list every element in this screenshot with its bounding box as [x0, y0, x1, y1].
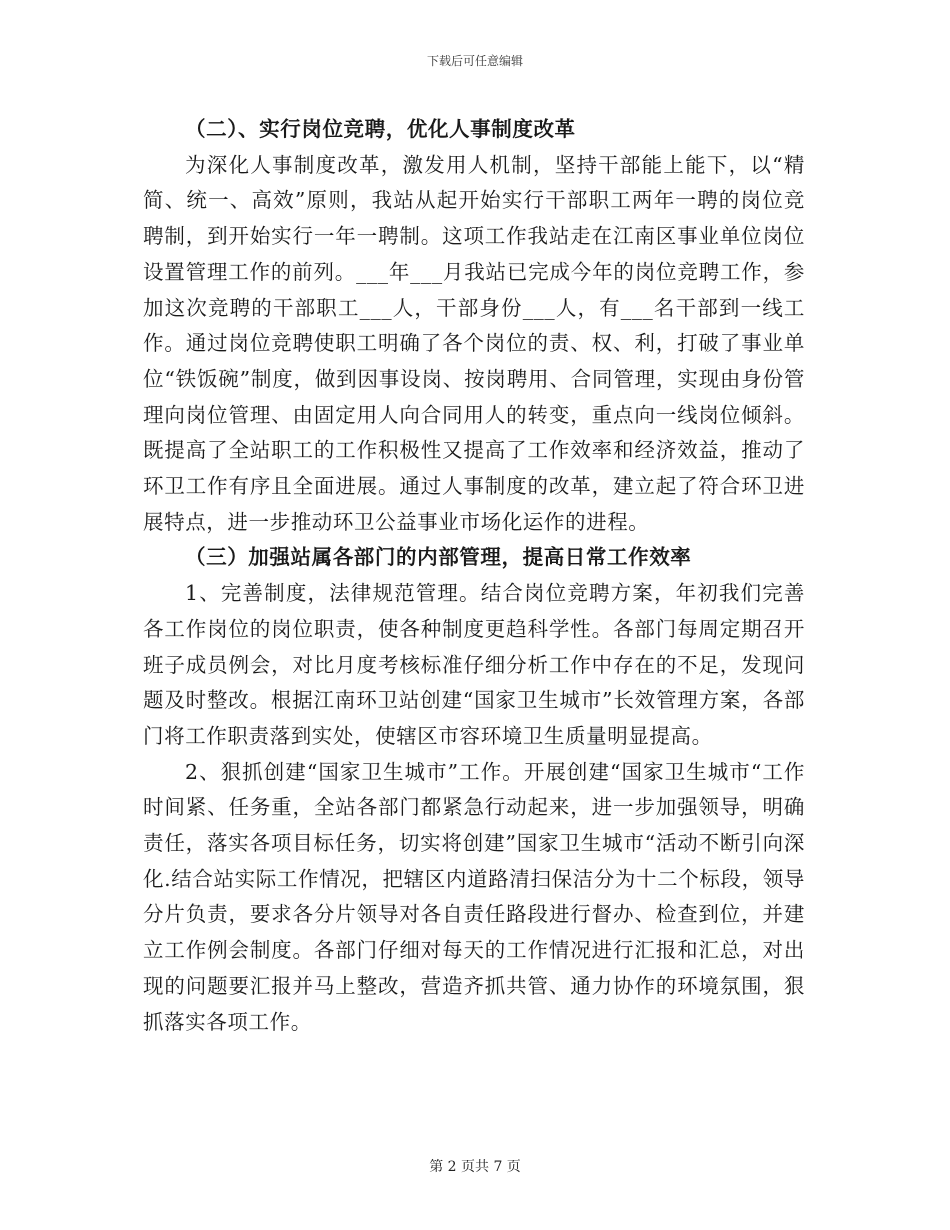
- section-2-paragraph-1: 为深化人事制度改革，激发用人机制，坚持干部能上能下，以“精简、统一、高效”原则，我站从起开始实行干部职工两年一聘的岗位竞聘制，到开始实行一年一聘制。这项工作我站走在江南区事业单位岗位设置管理工作的前列。___年___月我站已完成今年的岗位竞聘工作，参加这次竞聘的干部职工___人，干部身份___人，有___名干部到一线工作。通过岗位竞聘使职工明确了各个岗位的责、权、利，打破了事业单位“铁饭碗”制度，做到因事设岗、按岗聘用、合同管理，实现由身份管理向岗位管理、由固定用人向合同用人的转变，重点向一线岗位倾斜。既提高了全站职工的工作积极性又提高了工作效率和经济效益，推动了环卫工作有序且全面进展。通过人事制度的改革，建立起了符合环卫进展特点，进一步推动环卫公益事业市场化运作的进程。: [143, 152, 805, 534]
- page-number: 第 2 页共 7 页: [429, 1159, 521, 1175]
- section-3-paragraph-2: 2、狠抓创建“国家卫生城市”工作。开展创建“国家卫生城市“工作时间紧、任务重，全站各部门都紧急行动起来，进一步加强领导，明确责任，落实各项目标任务，切实将创建”国家卫生城市“活动不断引向深化.结合站实际工作情况，把辖区内道路清扫保洁分为十二个标段，领导分片负责，要求各分片领导对各自责任路段进行督办、检查到位，并建立工作例会制度。各部门仔细对每天的工作情况进行汇报和汇总，对出现的问题要汇报并马上整改，营造齐抓共管、通力协作的环境氛围，狠抓落实各项工作。: [143, 759, 805, 1034]
- page-header: 下载后可任意编辑: [426, 54, 523, 68]
- section-heading-2: （二）、实行岗位竞聘，优化人事制度改革: [185, 117, 576, 141]
- section-heading-3: （三）加强站属各部门的内部管理，提高日常工作效率: [185, 545, 692, 570]
- section-3-paragraph-1: 1、完善制度，法律规范管理。结合岗位竞聘方案，年初我们完善各工作岗位的岗位职责，使各种制度更趋科学性。各部门每周定期召开班子成员例会，对比月度考核标准仔细分析工作中存在的不足，发现问题及时整改。根据江南环卫站创建“国家卫生城市”长效管理方案，各部门将工作职责落到实处，使辖区市容环境卫生质量明显提高。: [143, 581, 805, 748]
- document-body: [143, 112, 805, 1040]
